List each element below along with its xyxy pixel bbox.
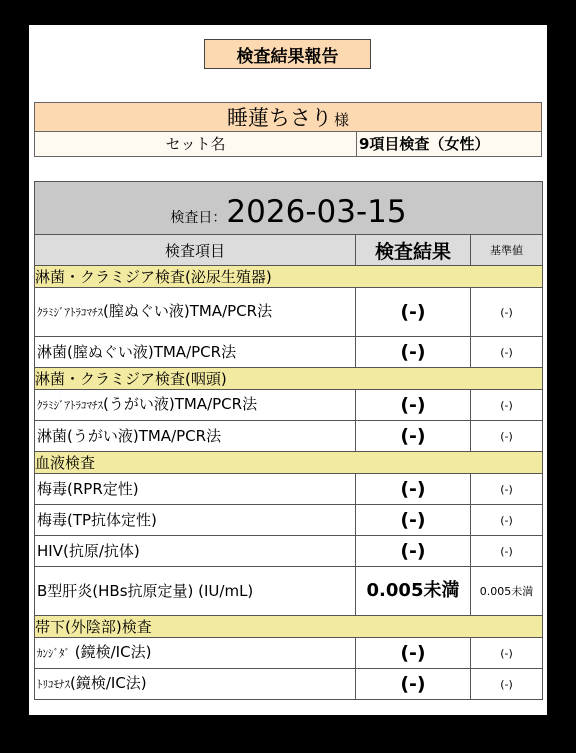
exam-date-cell <box>35 182 543 235</box>
table-row <box>35 421 543 452</box>
test-result: (-) <box>356 337 471 368</box>
reference-value: (-) <box>471 390 543 421</box>
table-row <box>35 536 543 567</box>
section-header-row <box>35 616 543 638</box>
test-name <box>35 505 356 536</box>
table-row <box>35 390 543 421</box>
test-name-text: 梅毒(RPR定性) <box>37 480 139 498</box>
test-result: (-) <box>356 288 471 337</box>
reference-value: (-) <box>471 669 543 700</box>
test-result: (-) <box>356 505 471 536</box>
exam-date: 2026-03-15 <box>226 194 407 230</box>
report-page <box>29 25 547 715</box>
table-row <box>35 288 543 337</box>
table-row <box>35 638 543 669</box>
section-header-row <box>35 452 543 474</box>
test-name-prefix: ｸﾗﾐｼﾞｱﾄﾗｺﾏﾁｽ <box>37 306 103 319</box>
test-name <box>35 390 356 421</box>
test-result: (-) <box>356 638 471 669</box>
test-name-text: B型肝炎(HBs抗原定量) (IU/mL) <box>37 582 254 600</box>
test-name <box>35 421 356 452</box>
section-title: 淋菌・クラミジア検査(咽頭) <box>35 368 543 390</box>
table-row <box>35 567 543 616</box>
test-result: (-) <box>356 536 471 567</box>
patient-name: 睡蓮ちさり <box>226 106 332 130</box>
reference-value: (-) <box>471 536 543 567</box>
column-header-item: 検査項目 <box>35 235 356 266</box>
section-title: 血液検査 <box>35 452 543 474</box>
table-row <box>35 505 543 536</box>
test-name-text: (鏡検/IC法) <box>70 643 152 661</box>
test-name-text: HIV(抗原/抗体) <box>37 542 140 560</box>
test-name <box>35 567 356 616</box>
table-row <box>35 474 543 505</box>
report-title: 検査結果報告 <box>204 39 371 69</box>
table-row <box>35 669 543 700</box>
test-result: 0.005未満 <box>356 567 471 616</box>
set-value: 9項目検査（女性） <box>359 135 490 153</box>
test-result: (-) <box>356 669 471 700</box>
test-name <box>35 288 356 337</box>
test-name <box>35 337 356 368</box>
exam-date-label: 検査日： <box>170 210 227 226</box>
test-result: (-) <box>356 421 471 452</box>
set-label: セット名 <box>35 132 357 156</box>
test-name <box>35 536 356 567</box>
results-table <box>34 181 543 700</box>
test-name-prefix: ｸﾗﾐｼﾞｱﾄﾗｺﾏﾁｽ <box>37 399 103 412</box>
test-name <box>35 669 356 700</box>
test-name-text: (うがい液)TMA/PCR法 <box>103 395 258 413</box>
reference-value: (-) <box>471 474 543 505</box>
exam-date-row <box>35 182 543 235</box>
test-name-text: 梅毒(TP抗体定性) <box>37 511 157 529</box>
test-result: (-) <box>356 390 471 421</box>
test-name <box>35 474 356 505</box>
section-header-row <box>35 266 543 288</box>
test-name-text: (膣ぬぐい液)TMA/PCR法 <box>103 302 273 320</box>
reference-value: 0.005未満 <box>471 567 543 616</box>
test-name-text: 淋菌(うがい液)TMA/PCR法 <box>37 427 222 445</box>
set-row <box>34 132 542 157</box>
test-result: (-) <box>356 474 471 505</box>
section-title: 淋菌・クラミジア検査(泌尿生殖器) <box>35 266 543 288</box>
reference-value: (-) <box>471 337 543 368</box>
reference-value: (-) <box>471 421 543 452</box>
table-row <box>35 337 543 368</box>
test-name-text: 淋菌(膣ぬぐい液)TMA/PCR法 <box>37 343 237 361</box>
test-name-prefix: ｶﾝｼﾞﾀﾞ <box>37 647 70 660</box>
column-header-reference: 基準値 <box>471 235 543 266</box>
test-name <box>35 638 356 669</box>
reference-value: (-) <box>471 638 543 669</box>
column-header-row <box>35 235 543 266</box>
test-name-text: (鏡検/IC法) <box>70 674 147 692</box>
patient-honorific: 様 <box>333 110 349 129</box>
test-name-prefix: ﾄﾘｺﾓﾅｽ <box>37 678 70 691</box>
column-header-result: 検査結果 <box>356 235 471 266</box>
section-header-row <box>35 368 543 390</box>
patient-name-box <box>34 102 542 132</box>
section-title: 帯下(外陰部)検査 <box>35 616 543 638</box>
reference-value: (-) <box>471 288 543 337</box>
reference-value: (-) <box>471 505 543 536</box>
